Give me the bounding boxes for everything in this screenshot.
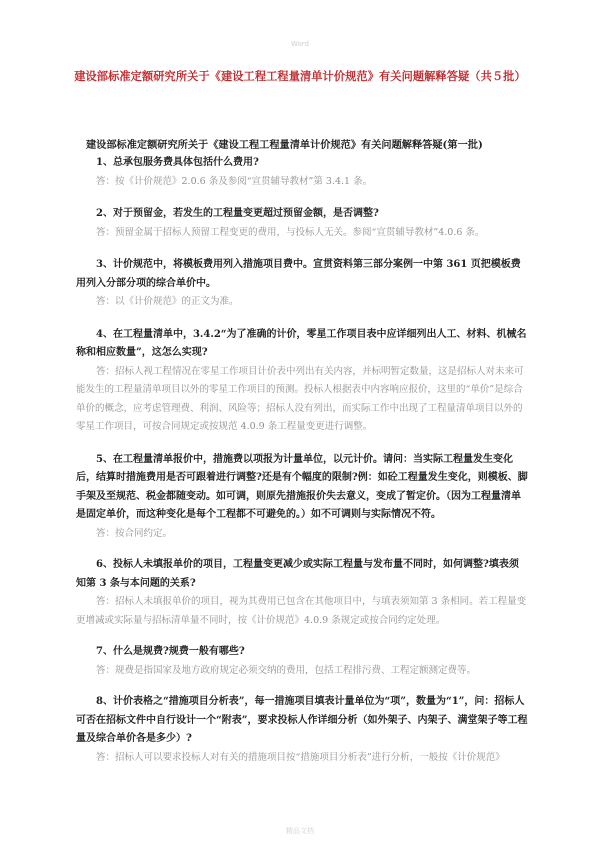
page-header-mark: Word (291, 40, 309, 48)
qa-item-5 (76, 451, 528, 544)
question-2: 2、对于预留金，若发生的工程量变更超过预留金额，是否调整? (96, 208, 379, 219)
answer-6: 答：招标人未填报单价的项目，视为其费用已包含在其他项目中，与填表须知第 3 条相同。若工程量变更增减或实际量与招标清单量不同时，按《计价规范》4.0.9 条规定或按合同约定处理。 (76, 596, 527, 626)
answer-8: 答：招标人可以要求投标人对有关的措施项目按“措施项目分析表”进行分析，一般按《计价规范》 (96, 751, 505, 763)
document-title: 建设部标准定额研究所关于《建设工程工程量清单计价规范》有关问题解释答疑（共５批） (74, 70, 526, 83)
qa-item-4 (76, 326, 528, 437)
document-body (76, 136, 528, 767)
answer-1: 答：按《计价规范》2.0.6 条及参阅“宣贯辅导教材”第 3.4.1 条。 (96, 175, 373, 187)
question-5: 5、在工程量清单报价中，措施费以项报为计量单位，以元计价。请问：当实际工程量发生变化后，结算时措施费用是否可跟着进行调整?还是有个幅度的限制?例：如砼工程量发生变化，则模板、脚手架及至规范、税金都随变动。如可调，则原先措施报价失去意义，变成了暂定价。（因为工程量清单是固定单价，而这种变化是每个工程都不可避免的。）如不可调则与实际情况不符。 (76, 453, 528, 520)
question-1: 1、总承包服务费具体包括什么费用? (96, 157, 259, 168)
answer-4: 答：招标人视工程情况在零星工作项目计价表中列出有关内容，并标明暂定数量，这是招标人对未来可能发生的工程量清单项目以外的零星工作项目的预测。投标人根据表中内容响应报价，这里的“单价”是综合单价的概念，应考虑管理费、利润、风险等；招标人没有列出，而实际工作中出现了工程量清单项目以外的零星工作项目，可按合同规定或按规范 4.0.9 条工程量变更进行调整。 (76, 365, 524, 432)
answer-2: 答：预留金属于招标人预留工程变更的费用，与投标人无关。参阅“宣贯辅导教材”4.0.6 条。 (96, 226, 485, 238)
question-8: 8、计价表格之“措施项目分析表”，每一措施项目填表计量单位为“项”，数量为“1”，问：招标人可否在招标文件中自行设计一个“附表”，要求投标人作详细分析（如外架子、内架子、满堂架子等工程量及综合单价各是多少）? (76, 696, 528, 744)
answer-3: 答：以《计价规范》的正文为准。 (96, 296, 239, 307)
question-6: 6、投标人未填报单价的项目，工程量变更减少或实际工程量与发布量不同时，如何调整?填表须知第 3 条与本问题的关系? (76, 559, 519, 589)
qa-item-3 (76, 256, 528, 312)
qa-item-7 (76, 643, 528, 680)
qa-item-6 (76, 556, 528, 630)
question-3: 3、计价规范中，将模板费用列入措施项目费中。宣贯资料第三部分案例一中第 361 页把模板费用列入分部分项的综合单价中。 (76, 259, 521, 289)
question-4: 4、在工程量清单中，3.4.2“为了准确的计价，零星工作项目表中应详细列出人工、材料、机械名称和相应数量”，这怎么实现? (76, 328, 527, 358)
section-title: 建设部标准定额研究所关于《建设工程工程量清单计价规范》有关问题解释答疑(第一批) (86, 139, 483, 151)
question-7: 7、什么是规费?规费一般有哪些? (96, 646, 245, 657)
answer-5: 答：按合同约定。 (96, 527, 173, 539)
qa-item-1 (76, 154, 528, 191)
answer-7: 答：规费是指国家及地方政府规定必须交纳的费用，包括工程排污费、工程定额测定费等。 (96, 664, 477, 676)
qa-item-8 (76, 693, 528, 767)
page-footer-mark: 精品文档 (286, 827, 314, 835)
qa-item-2 (76, 205, 528, 242)
